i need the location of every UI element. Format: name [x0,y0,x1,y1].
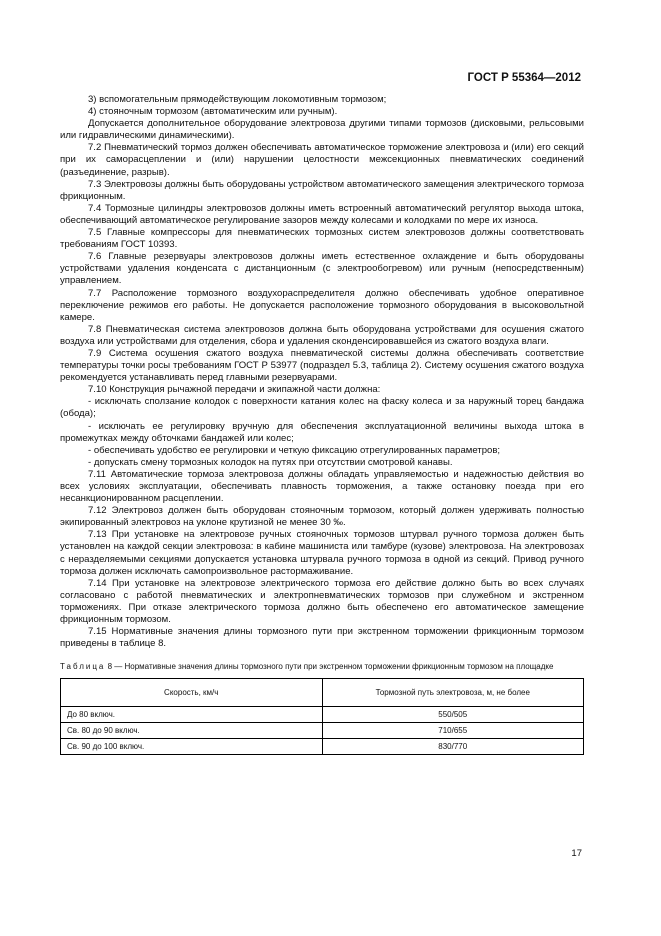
paragraph: - исключать сползание колодок с поверхности катания колес на фаску колеса и за наружный торец бандажа (обода); [60,396,584,420]
paragraphs [60,94,584,650]
speed-cell: Св. 80 до 90 включ. [61,723,323,739]
paragraph: 7.7 Расположение тормозного воздухораспределителя должно обеспечивать удобное оперативное переключение режимов его работы. Не допускается расположение тормозного оборудования в высоковольтной камере. [60,287,584,323]
paragraph: 7.9 Система осушения сжатого воздуха пневматической системы должна обеспечивать соответствие температуры точки росы требованиям ГОСТ Р 53977 (подраздел 5.3, таблица 2). Систему осушения сжатого воздуха рекомендуется устанавливать перед главными резервуарами. [60,347,584,384]
paragraph: 7.6 Главные резервуары электровозов должны иметь естественное охлаждение и быть оборудованы устройствами удаления конденсата с дистанционным (с электрообогревом) или ручным (непосредственным) управлением. [60,251,584,287]
paragraph: 7.12 Электровоз должен быть оборудован стояночным тормозом, который должен удерживать полностью экипированный электровоз на уклоне крутизной не менее 30 ‰. [60,505,584,529]
paragraph: - допускать смену тормозных колодок на путях при отсутствии смотровой канавы. [88,456,453,468]
paragraph: 7.14 При установке на электровозе электрического тормоза его действие должно быть во всех случаях согласовано с работой пневматических и электропневматических тормозов при служебном и экстренном торможениях. При отказе электрического тормоза должно быть обеспечено его автоматическое замещение фрикционным тормозом. [60,577,584,626]
braking-distance-cell: 830/770 [322,739,584,755]
paragraph: 7.3 Электровозы должны быть оборудованы устройством автоматического замещения электрического тормоза фрикционным. [60,178,584,202]
braking-distance-table [60,678,584,755]
speed-cell: До 80 включ. [61,707,323,723]
table-row [61,739,584,755]
speed-cell: Св. 90 до 100 включ. [61,739,323,755]
paragraph: 7.13 При установке на электровозе ручных стояночных тормозов штурвал ручного тормоза должен быть установлен на каждой секции электровоза: в кабине машиниста или тамбуре (кузове) электровоза. На электровозах с неразделяемыми секциями допускается установка штурвала ручного тормоза в одной из секций. Привод ручного тормоза должен исключать самопроизвольное растормаживание. [60,529,584,577]
table-caption-text: 8 — Нормативные значения длины тормозного пути при экстренном торможении фрикционным тормозом на площадке [107,662,554,672]
paragraph: 7.2 Пневматический тормоз должен обеспечивать автоматическое торможение электровоза и (или) его секций при их саморасцеплении и (или) нарушении целостности межсекционных пневматических соединений (разъединение, разрыв). [60,142,584,178]
table-row [61,723,584,739]
document-code: ГОСТ Р 55364—2012 [467,72,581,84]
paragraph: 7.4 Тормозные цилиндры электровозов должны иметь встроенный автоматический регулятор выхода штока, обеспечивающий автоматическое регулирование зазоров между колесами и колодками по мере их износа. [60,202,584,226]
table-row [61,707,584,723]
column-header-braking-distance: Тормозной путь электровоза, м, не более [322,679,584,707]
paragraph: 7.11 Автоматические тормоза электровоза должны обладать управляемостью и надежностью действия во всех условиях эксплуатации, обеспечивать плавность торможения, а также остановку поезда при его несанкционированном расцеплении. [60,468,584,505]
page-number: 17 [571,848,582,859]
page-body [60,94,584,755]
paragraph: 3) вспомогательным прямодействующим локомотивным тормозом; [88,94,387,105]
paragraph: - обеспечивать удобство ее регулировки и четкую фиксацию отрегулированных параметров; [88,444,501,456]
paragraph: - исключать ее регулировку вручную для обеспечения эксплуатационной величины выхода штока в промежутках между обточками бандажей или колес; [60,420,584,444]
braking-distance-cell: 710/655 [322,723,584,739]
paragraph: Допускается дополнительное оборудование электровоза другими типами тормозов (дисковыми, рельсовыми или гидравлическими динамическими). [60,118,584,142]
paragraph: 7.15 Нормативные значения длины тормозного пути при экстренном торможении фрикционным тормозом приведены в таблице 8. [60,626,584,650]
braking-distance-cell: 550/505 [322,707,584,723]
paragraph: 7.10 Конструкция рычажной передачи и экипажной части должна: [88,384,381,396]
paragraph: 7.8 Пневматическая система электровозов должна быть оборудована устройствами для осушения сжатого воздуха или устройствами для отделения, сбора и удаления сконденсировавшейся из сжатого воздуха влаги. [60,323,584,347]
table-header-row [61,679,584,707]
paragraph: 7.5 Главные компрессоры для пневматических тормозных систем электровозов должны соответствовать требованиям ГОСТ 10393. [60,227,584,251]
table-caption [60,661,584,672]
column-header-speed: Скорость, км/ч [61,679,323,707]
table-caption-prefix: Таблица [60,662,106,672]
paragraph: 4) стояночным тормозом (автоматическим или ручным). [88,106,338,118]
